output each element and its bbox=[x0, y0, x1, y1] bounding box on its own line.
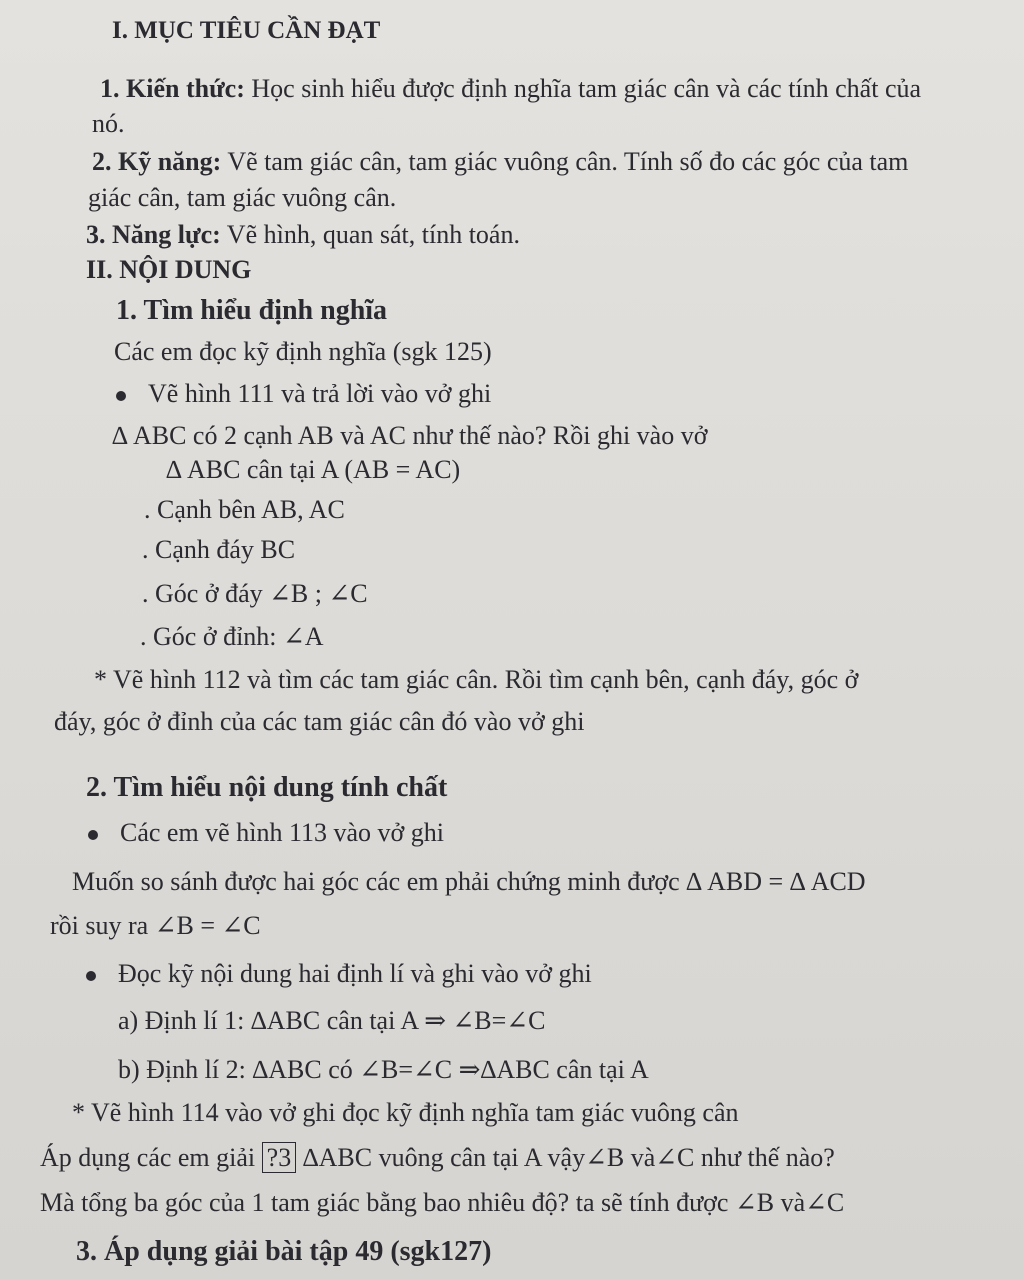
skill-label: 2. Kỹ năng: bbox=[92, 147, 222, 176]
part-1-bullet bbox=[116, 378, 491, 409]
part-1-answer-2: . Cạnh bên AB, AC bbox=[144, 495, 345, 524]
part-2-line-1: Muốn so sánh được hai góc các em phải chứng minh được ∆ ABD = ∆ ACD bbox=[72, 867, 866, 896]
theorem-1: a) Định lí 1: ∆ABC cân tại A ⇒ ∠B=∠C bbox=[118, 1006, 546, 1035]
part-2-star-note: * Vẽ hình 114 vào vở ghi đọc kỹ định nghĩa tam giác vuông cân bbox=[72, 1098, 739, 1127]
part-2-title: 2. Tìm hiểu nội dung tính chất bbox=[86, 772, 448, 803]
part-2-apply bbox=[40, 1142, 835, 1173]
competence-line bbox=[86, 219, 520, 250]
part-2-bullet-1 bbox=[88, 817, 444, 848]
part-3-title: 3. Áp dụng giải bài tập 49 (sgk127) bbox=[76, 1236, 492, 1267]
knowledge-text-cont: nó. bbox=[92, 109, 125, 138]
part-1-read: Các em đọc kỹ định nghĩa (sgk 125) bbox=[114, 337, 492, 366]
bullet-icon bbox=[88, 830, 98, 840]
part-1-title: 1. Tìm hiểu định nghĩa bbox=[116, 295, 388, 326]
part-1-answer-3: . Cạnh đáy BC bbox=[142, 535, 296, 564]
part-2-line-2: rồi suy ra ∠B = ∠C bbox=[50, 911, 261, 940]
bullet-icon bbox=[116, 391, 126, 401]
skill-text-cont: giác cân, tam giác vuông cân. bbox=[88, 183, 397, 212]
section-2-heading: II. NỘI DUNG bbox=[86, 255, 252, 284]
knowledge-label: 1. Kiến thức: bbox=[100, 74, 245, 103]
part-2-bullet-1-text: Các em vẽ hình 113 vào vở ghi bbox=[120, 818, 444, 847]
exercise-box: ?3 bbox=[262, 1142, 297, 1173]
part-1-answer-4: . Góc ở đáy ∠B ; ∠C bbox=[142, 579, 368, 608]
part-2-sum: Mà tổng ba góc của 1 tam giác bằng bao nhiêu độ? ta sẽ tính được ∠B và∠C bbox=[40, 1188, 845, 1217]
part-1-bullet-text: Vẽ hình 111 và trả lời vào vở ghi bbox=[148, 379, 492, 408]
skill-text: Vẽ tam giác cân, tam giác vuông cân. Tính số đo các góc của tam bbox=[221, 147, 909, 176]
section-1-heading: I. MỤC TIÊU CẦN ĐẠT bbox=[112, 17, 381, 44]
apply-suffix: ∆ABC vuông cân tại A vậy∠B và∠C như thế nào? bbox=[296, 1143, 835, 1172]
part-1-question: ∆ ABC có 2 cạnh AB và AC như thế nào? Rồi ghi vào vở bbox=[112, 421, 708, 450]
bullet-icon bbox=[86, 971, 96, 981]
competence-text: Vẽ hình, quan sát, tính toán. bbox=[220, 220, 520, 249]
knowledge-text: Học sinh hiểu được định nghĩa tam giác cân và các tính chất của bbox=[244, 74, 922, 103]
part-2-bullet-2-text: Đọc kỹ nội dung hai định lí và ghi vào vở ghi bbox=[118, 959, 592, 988]
apply-prefix: Áp dụng các em giải bbox=[40, 1143, 262, 1172]
part-1-star-note: * Vẽ hình 112 và tìm các tam giác cân. Rồi tìm cạnh bên, cạnh đáy, góc ở bbox=[94, 665, 859, 694]
knowledge-line bbox=[100, 73, 921, 104]
part-1-star-note-cont: đáy, góc ở đỉnh của các tam giác cân đó vào vở ghi bbox=[54, 707, 585, 736]
part-2-bullet-2 bbox=[86, 958, 592, 989]
part-1-answer-1: ∆ ABC cân tại A (AB = AC) bbox=[166, 455, 461, 484]
part-1-answer-5: . Góc ở đỉnh: ∠A bbox=[140, 622, 324, 651]
competence-label: 3. Năng lực: bbox=[86, 220, 221, 249]
skill-line bbox=[92, 146, 908, 177]
theorem-2: b) Định lí 2: ∆ABC có ∠B=∠C ⇒∆ABC cân tại A bbox=[118, 1055, 649, 1084]
